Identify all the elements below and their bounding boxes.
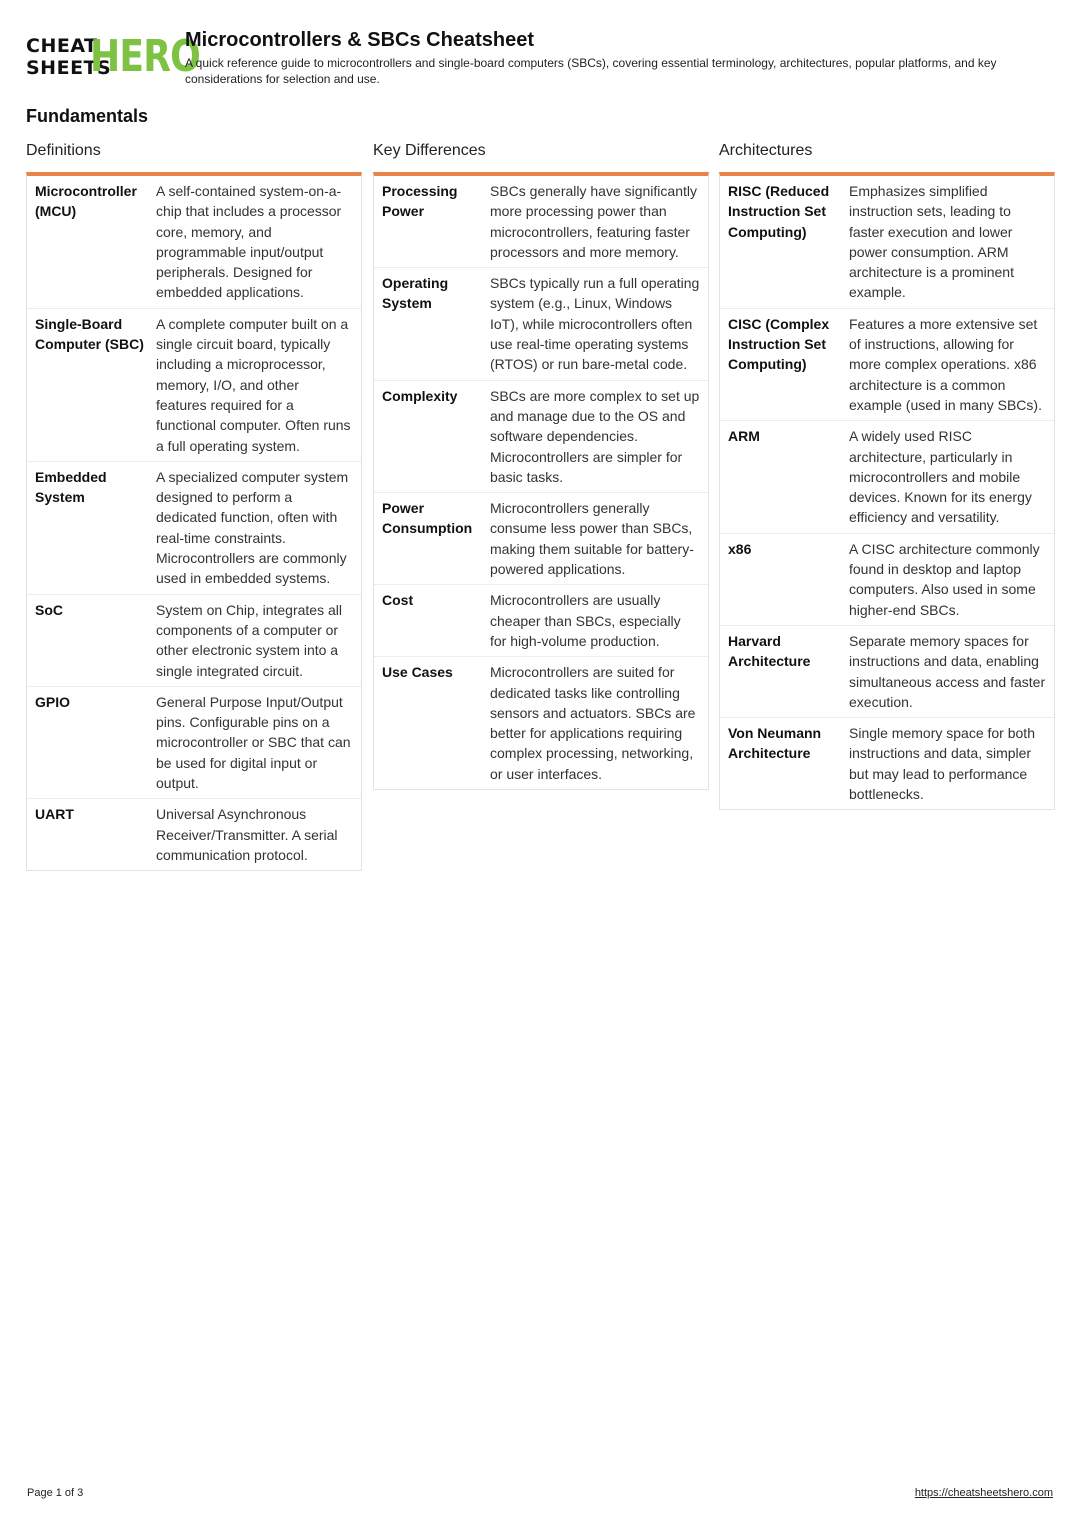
title-block: [185, 28, 1055, 87]
table-row: [374, 381, 708, 493]
table-row: [720, 421, 1054, 533]
row-term: RISC (Reduced Instruction Set Computing): [728, 183, 830, 240]
logo-text-hero: HERO: [90, 31, 201, 82]
logo-text-cheat: CHEAT: [26, 35, 98, 57]
table-row: [720, 718, 1054, 809]
table-row: [27, 309, 361, 462]
logo-text-sheets: SHEETS: [26, 57, 112, 79]
row-term: UART: [35, 806, 74, 823]
row-term: CISC (Complex Instruction Set Computing): [728, 315, 830, 373]
column-architectures: [719, 140, 1055, 810]
key-differences-table: [373, 172, 709, 790]
table-row: [27, 595, 361, 687]
row-term: Single-Board Computer (SBC): [35, 315, 144, 353]
row-term: x86: [728, 540, 752, 557]
row-description: Features a more extensive set of instructions, allowing for more complex operations. x86 architecture is a common example (used in many SBCs).: [849, 315, 1042, 413]
row-term: SoC: [35, 601, 63, 618]
table-row: [374, 657, 708, 789]
row-description: Separate memory spaces for instructions and data, enabling simultaneous access and faster execution.: [849, 632, 1046, 710]
row-description: Single memory space for both instructions and data, simpler but may lead to performance bottlenecks.: [849, 725, 1035, 803]
page-title: Microcontrollers & SBCs Cheatsheet: [185, 29, 534, 51]
column-title: Key Differences: [373, 142, 486, 159]
row-term: Cost: [382, 592, 414, 609]
row-description: Microcontrollers generally consume less power than SBCs, making them suitable for battery-powered applications.: [490, 500, 694, 578]
table-row: [720, 626, 1054, 718]
column-key-differences: [373, 140, 709, 790]
row-description: A complete computer built on a single circuit board, typically including a microprocessor, memory, I/O, and other features required for a functional computer. Often runs a full operating system.: [156, 315, 351, 454]
column-title: Architectures: [719, 142, 813, 159]
row-description: SBCs typically run a full operating system (e.g., Linux, Windows IoT), while microcontrollers often use real-time operating systems (RTOS) or run bare-metal code.: [490, 275, 700, 373]
row-term: Von Neumann Architecture: [728, 725, 822, 762]
cheatsheets-hero-logo[interactable]: [26, 31, 201, 82]
row-description: Microcontrollers are usually cheaper than SBCs, especially for high-volume production.: [490, 592, 681, 649]
row-term: Microcontroller (MCU): [35, 183, 137, 220]
row-description: A specialized computer system designed to perform a dedicated function, often with real-time constraints. Microcontrollers are commonly used in embedded systems.: [156, 468, 349, 587]
column-definitions: [26, 140, 362, 871]
table-row: [374, 493, 708, 585]
page-number: Page 1 of 3: [27, 1487, 84, 1499]
row-description: SBCs generally have significantly more processing power than microcontrollers, featuring faster processors and more memory.: [490, 183, 697, 260]
row-description: Universal Asynchronous Receiver/Transmitter. A serial communication protocol.: [156, 806, 338, 863]
row-term: Processing Power: [382, 183, 458, 220]
row-description: SBCs are more complex to set up and manage due to the OS and software dependencies. Microcontrollers are simpler for basic tasks.: [490, 387, 700, 485]
table-row: [720, 534, 1054, 626]
row-description: A widely used RISC architecture, particularly in microcontrollers and mobile devices. Known for its energy efficiency and versatility.: [849, 428, 1032, 526]
definitions-table: [26, 172, 362, 871]
row-term: Power Consumption: [382, 500, 473, 537]
table-row: [374, 176, 708, 268]
row-term: Complexity: [382, 387, 458, 404]
table-row: [720, 176, 1054, 309]
table-row: [374, 585, 708, 657]
page-header: [26, 28, 1056, 88]
architectures-table: [719, 172, 1055, 810]
row-description: A CISC architecture commonly found in desktop and laptop computers. Also used in some higher-end SBCs.: [849, 540, 1040, 618]
row-description: System on Chip, integrates all components of a computer or other electronic system into a single integrated circuit.: [156, 601, 342, 679]
table-row: [27, 687, 361, 799]
row-description: General Purpose Input/Output pins. Configurable pins on a microcontroller or SBC that can be used for digital input or output.: [156, 693, 351, 792]
row-term: Use Cases: [382, 664, 453, 681]
section-title: Fundamentals: [26, 106, 149, 126]
row-term: GPIO: [35, 693, 71, 710]
row-term: Harvard Architecture: [728, 632, 811, 670]
row-term: Embedded System: [35, 468, 107, 506]
page-subtitle: A quick reference guide to microcontrollers and single-board computers (SBCs), covering essential terminology, architectures, popular platforms, and key considerations for selection and use.: [185, 56, 997, 86]
column-title: Definitions: [26, 142, 101, 159]
row-description: Microcontrollers are suited for dedicated tasks like controlling sensors and actuators. SBCs are better for applications requiring complex processing, networking, or user interfaces.: [490, 664, 696, 782]
row-term: ARM: [728, 428, 760, 445]
table-row: [27, 462, 361, 595]
row-description: Emphasizes simplified instruction sets, leading to faster execution and lower power consumption. ARM architecture is a prominent example.: [849, 183, 1014, 301]
table-row: [374, 268, 708, 380]
site-link[interactable]: https://cheatsheetshero.com: [914, 1487, 1053, 1499]
table-row: [27, 799, 361, 870]
row-term: Operating System: [382, 275, 449, 312]
table-row: [720, 309, 1054, 421]
table-row: [27, 176, 361, 309]
row-description: A self-contained system-on-a-chip that includes a processor core, memory, and programmable input/output peripherals. Designed for embedded applications.: [156, 183, 342, 301]
